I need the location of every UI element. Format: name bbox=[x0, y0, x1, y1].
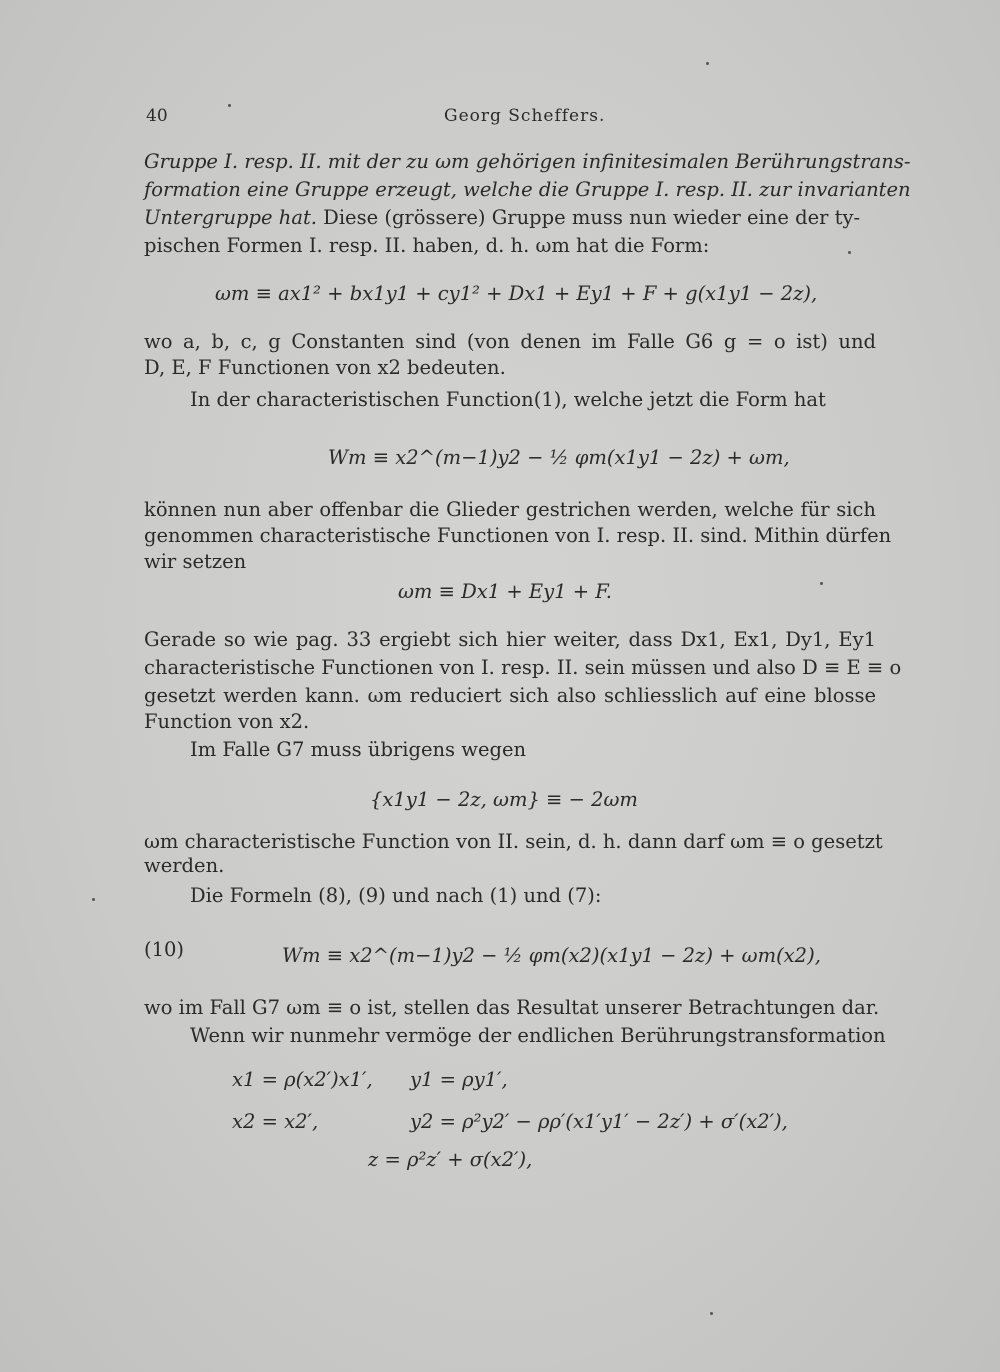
text-line-16: ωm characteristische Function von II. sein, d. h. dann darf ωm ≡ o gesetzt bbox=[144, 830, 883, 853]
text-line-5: wo a, b, c, g Constanten sind (von denen im Falle G6 g = o ist) und bbox=[144, 330, 876, 353]
running-head-author: Georg Scheffers. bbox=[444, 106, 606, 126]
text-line-20: Wenn wir nunmehr vermöge der endlichen Berührungstransformation bbox=[190, 1024, 886, 1047]
text-line-4: pischen Formen I. resp. II. haben, d. h. ωm hat die Form: bbox=[144, 234, 710, 257]
text-line-6: D, E, F Functionen von x2 bedeuten. bbox=[144, 356, 506, 379]
text-line-15: Im Falle G7 muss übrigens wegen bbox=[190, 738, 527, 761]
page-number: 40 bbox=[146, 106, 168, 126]
paper-speck bbox=[710, 1312, 713, 1315]
paper-speck bbox=[848, 251, 851, 254]
text-line-19: wo im Fall G7 ωm ≡ o ist, stellen das Resultat unserer Betrachtungen dar. bbox=[144, 996, 880, 1019]
equation-omega-form: ωm ≡ ax1² + bx1y1 + cy1² + Dx1 + Ey1 + F + g(x1y1 − 2z), bbox=[215, 282, 818, 305]
text-line-11: Gerade so wie pag. 33 ergiebt sich hier weiter, dass Dx1, Ex1, Dy1, Ey1 bbox=[144, 628, 876, 651]
text-line-12: characteristische Functionen von I. resp. II. sein müssen und also D ≡ E ≡ o bbox=[144, 656, 902, 679]
text-line-13: gesetzt werden kann. ωm reduciert sich also schliesslich auf eine blosse bbox=[144, 684, 876, 707]
paper-speck bbox=[92, 898, 95, 901]
text-line-14: Function von x2. bbox=[144, 710, 310, 733]
paper-speck bbox=[820, 582, 823, 585]
text-line-3 bbox=[144, 206, 876, 230]
transformation-x2: x2 = x2′, bbox=[232, 1110, 319, 1133]
transformation-y1: y1 = ρy1′, bbox=[410, 1068, 508, 1091]
equation-characteristic-function: Wm ≡ x2^(m−1)y2 − ½ φm(x1y1 − 2z) + ωm, bbox=[328, 446, 790, 469]
equation-number-10: (10) bbox=[144, 938, 185, 961]
transformation-x1: x1 = ρ(x2′)x1′, bbox=[232, 1068, 373, 1091]
transformation-z: z = ρ²z′ + σ(x2′), bbox=[368, 1148, 533, 1171]
text-line-9: genommen characteristische Functionen von I. resp. II. sind. Mithin dürfen bbox=[144, 524, 892, 547]
text-line-18: Die Formeln (8), (9) und nach (1) und (7): bbox=[190, 884, 602, 907]
text-line-10: wir setzen bbox=[144, 550, 247, 573]
text-line-3-roman: Diese (grössere) Gruppe muss nun wieder eine der ty- bbox=[316, 206, 861, 229]
text-line-2: formation eine Gruppe erzeugt, welche die Gruppe I. resp. II. zur invarianten bbox=[144, 178, 911, 201]
text-line-1: Gruppe I. resp. II. mit der zu ωm gehörigen infinitesimalen Berührungstrans- bbox=[144, 150, 911, 173]
text-line-7: In der characteristischen Function(1), welche jetzt die Form hat bbox=[190, 388, 826, 411]
equation-omega-linear: ωm ≡ Dx1 + Ey1 + F. bbox=[398, 580, 612, 603]
transformation-y2: y2 = ρ²y2′ − ρρ′(x1′y1′ − 2z′) + σ′(x2′), bbox=[410, 1110, 788, 1133]
text-line-17: werden. bbox=[144, 854, 225, 877]
paper-speck bbox=[706, 62, 709, 65]
paper-speck bbox=[228, 104, 231, 107]
text-line-3-italic: Untergruppe hat. bbox=[144, 206, 317, 229]
equation-bracket: {x1y1 − 2z, ωm} ≡ − 2ωm bbox=[370, 788, 638, 811]
text-line-8: können nun aber offenbar die Glieder gestrichen werden, welche für sich bbox=[144, 498, 876, 521]
equation-10: Wm ≡ x2^(m−1)y2 − ½ φm(x2)(x1y1 − 2z) + ωm(x2), bbox=[282, 944, 821, 967]
